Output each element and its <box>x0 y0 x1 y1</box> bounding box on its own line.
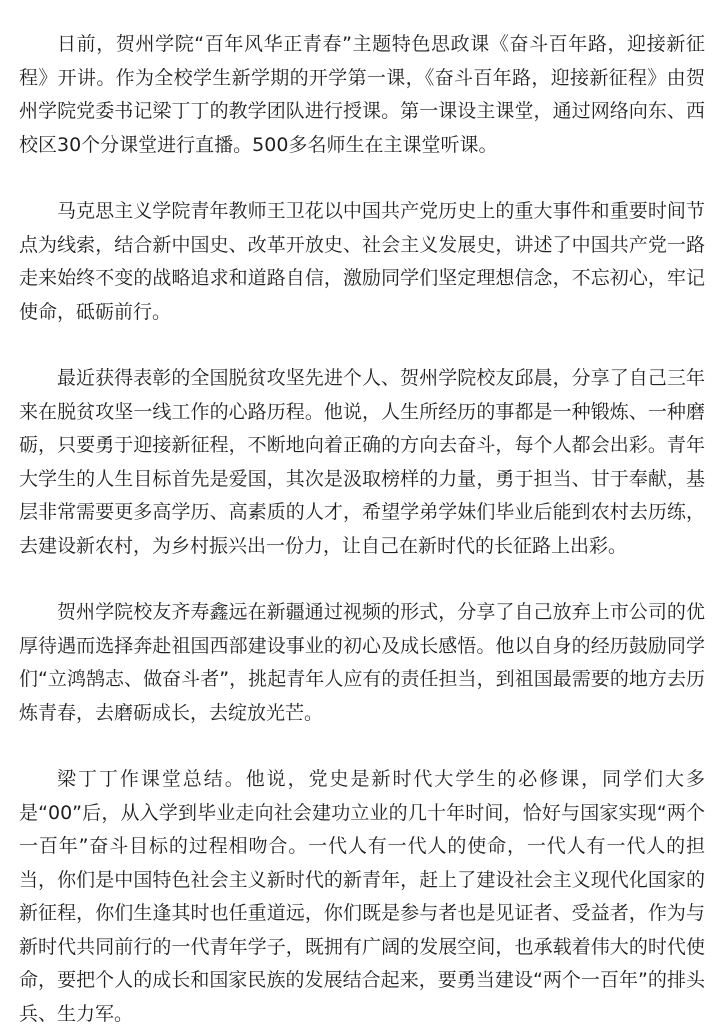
paragraph-alumni-qi-shouxin: 贺州学院校友齐寿鑫远在新疆通过视频的形式，分享了自己放弃上市公司的优厚待遇而选择奔赴祖国西部建设事业的初心及成长感悟。他以自身的经历鼓励同学们“立鸿鹄志、做奋斗者”，挑起青年人应有的责任担当，到祖国最需要的地方去历炼青春，去磨砺成长，去绽放光芒。 <box>19 601 705 724</box>
paragraph-alumni-qiu-chen: 最近获得表彰的全国脱贫攻坚先进个人、贺州学院校友邱晨，分享了自己三年来在脱贫攻坚一线工作的心路历程。他说，人生所经历的事都是一种锻炼、一种磨砺，只要勇于迎接新征程，不断地向着正确的方向去奋斗，每个人都会出彩。青年大学生的人生目标首先是爱国，其次是汲取榜样的力量，勇于担当、甘于奉献，基层非常需要更多高学历、高素质的人才，希望学弟学妹们毕业后能到农村去历练，去建设新农村，为乡村振兴出一份力，让自己在新时代的长征路上出彩。 <box>19 367 705 557</box>
paragraph-opening: 日前，贺州学院“百年风华正青春”主题特色思政课《奋斗百年路，迎接新征程》开讲。作为全校学生新学期的开学第一课，《奋斗百年路，迎接新征程》由贺州学院党委书记梁丁丁的教学团队进行授课。第一课设主课堂，通过网络向东、西校区30个分课堂进行直播。500多名师生在主课堂听课。 <box>19 33 705 156</box>
paragraph-teacher-lecture: 马克思主义学院青年教师王卫花以中国共产党历史上的重大事件和重要时间节点为线索，结合新中国史、改革开放史、社会主义发展史，讲述了中国共产党一路走来始终不变的战略追求和道路自信，激励同学们坚定理想信念，不忘初心，牢记使命，砥砺前行。 <box>19 200 705 323</box>
paragraph-summary: 梁丁丁作课堂总结。他说，党史是新时代大学生的必修课，同学们大多是“00”后，从入学到毕业走向社会建功立业的几十年时间，恰好与国家实现“两个一百年”奋斗目标的过程相吻合。一代人有一代人的使命，一代人有一代人的担当，你们是中国特色社会主义新时代的新青年，赶上了建设社会主义现代化国家的新征程，你们生逢其时也任重道远，你们既是参与者也是见证者、受益者，作为与新时代共同前行的一代青年学子，既拥有广阔的发展空间，也承载着伟大的时代使命，要把个人的成长和国家民族的发展结合起来，要勇当建设“两个一百年”的排头兵、生力军。 <box>19 768 705 1025</box>
article-body <box>19 28 705 1031</box>
